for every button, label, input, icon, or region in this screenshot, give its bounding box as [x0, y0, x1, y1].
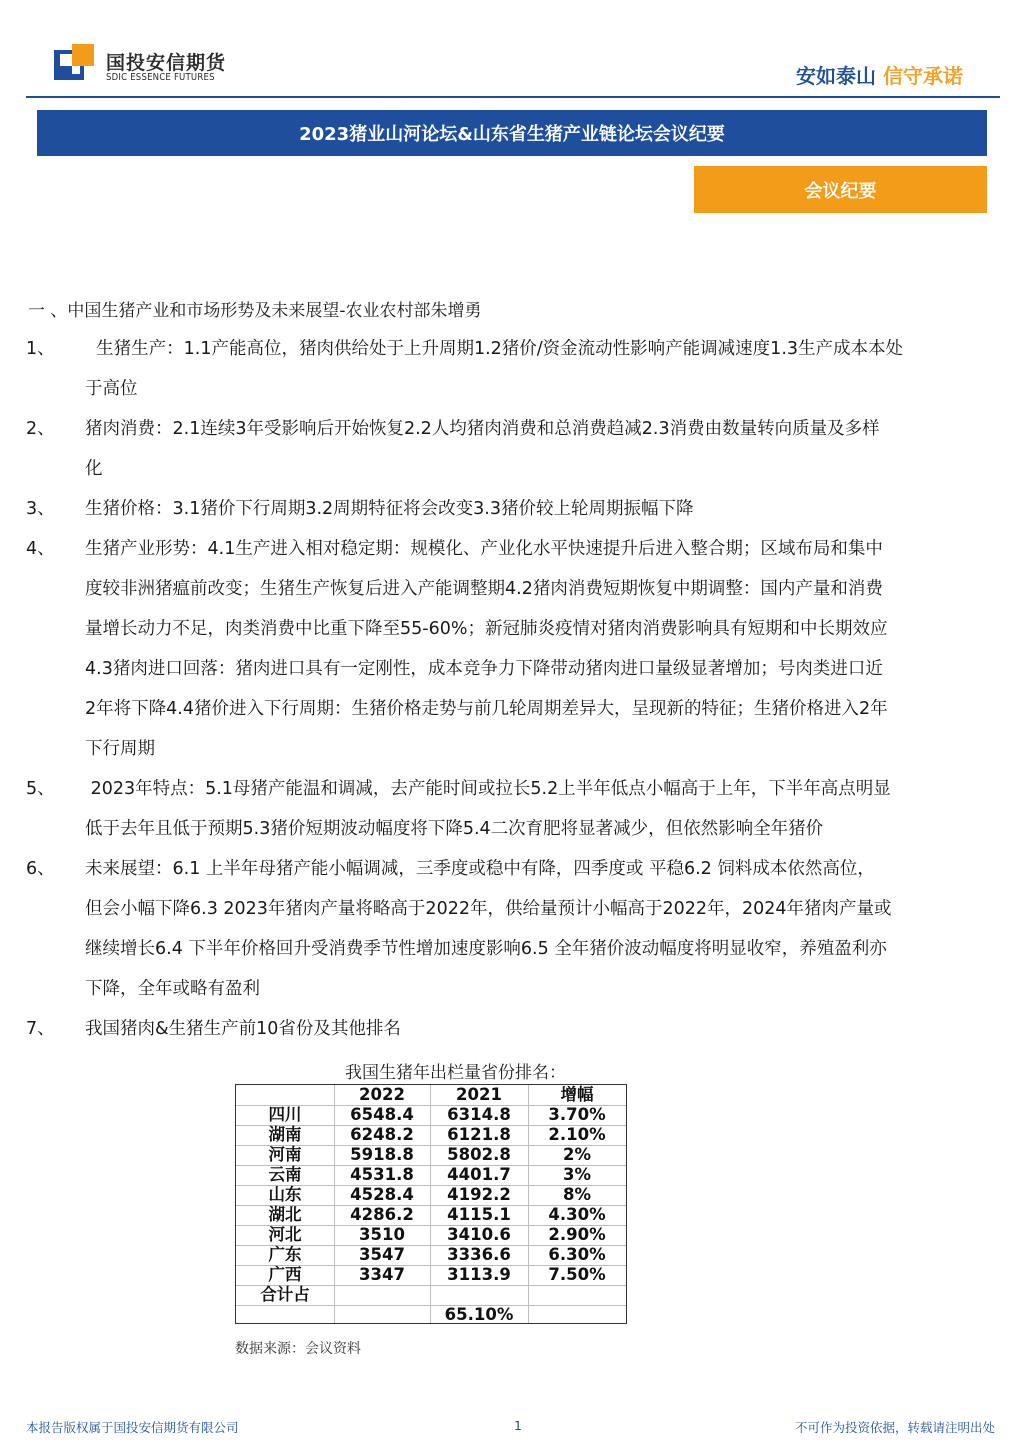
list-item-line: 2年将下降4.4猪价进入下行周期：生猪价格走势与前几轮周期差异大，呈现新的特征；生猪价格进入2年: [85, 699, 888, 719]
table-cell: 湖南: [268, 1125, 302, 1144]
list-item-line: 于高位: [85, 379, 138, 399]
list-item-line: 2023年特点：5.1母猪产能温和调减，去产能时间或拉长5.2上半年低点小幅高于上年，下半年高点明显: [85, 779, 891, 799]
table-cell: 广东: [268, 1245, 302, 1264]
table-header-cell: 2021: [456, 1085, 502, 1104]
company-logo-icon: [52, 42, 98, 82]
table-cell: 4401.7: [447, 1165, 511, 1184]
table-cell: 65.10%: [444, 1305, 514, 1324]
list-item-line: 未来展望：6.1 上半年母猪产能小幅调减，三季度或稳中有降，四季度或 平稳6.2 饲料成本依然高位，: [85, 859, 875, 879]
table-cell: 6.30%: [548, 1245, 606, 1264]
table-cell: 合计占: [260, 1285, 310, 1304]
list-item-number: 6、: [26, 859, 55, 879]
logo-chinese-name: 国投安信期货: [106, 52, 227, 74]
list-item-number: 5、: [26, 779, 55, 799]
list-item-line: 但会小幅下降6.3 2023年猪肉产量将略高于2022年，供给量预计小幅高于2022年，2024年猪肉产量或: [85, 899, 892, 919]
table-cell: [430, 1285, 528, 1305]
table-cell: 3336.6: [447, 1245, 511, 1264]
table-cell: [528, 1285, 626, 1305]
list-item-line: 生猪产业形势：4.1生产进入相对稳定期：规模化、产业化水平快速提升后进入整合期；区域布局和集中: [85, 539, 883, 559]
footer-disclaimer: 不可作为投资依据，转载请注明出处: [794, 1420, 995, 1435]
slogan-part2: 信守承诺: [883, 64, 963, 88]
table-cell: 4.30%: [548, 1205, 606, 1224]
list-item-line: 生猪生产：1.1产能高位，猪肉供给处于上升周期1.2猪价/资金流动性影响产能调减速度1.3生产成本本处: [85, 339, 904, 359]
logo-english-name: SDIC ESSENCE FUTURES: [106, 72, 215, 83]
table-cell: 河北: [268, 1225, 302, 1244]
slogan-part1: 安如泰山: [796, 64, 877, 88]
list-item-line: 猪肉消费：2.1连续3年受影响后开始恢复2.2人均猪肉消费和总消费趋减2.3消费由数量转向质量及多样: [85, 419, 880, 439]
table-cell: 山东: [268, 1185, 302, 1204]
table-cell: 湖北: [268, 1205, 302, 1224]
table-cell: 4528.4: [350, 1185, 414, 1204]
table-cell: [528, 1305, 626, 1325]
table-title: 我国生猪年出栏量省份排名：: [345, 1063, 566, 1083]
list-item-number: 2、: [26, 419, 55, 439]
table-cell: [334, 1305, 430, 1325]
list-item: [26, 849, 1004, 1009]
table-cell: 2%: [562, 1145, 591, 1164]
document-title: 2023猪业山河论坛&山东省生猪产业链论坛会议纪要: [37, 110, 987, 156]
list-item: [26, 409, 1004, 489]
table-cell: 5918.8: [350, 1145, 414, 1164]
list-item-number: 1、: [26, 339, 55, 359]
table-cell: 4192.2: [447, 1185, 511, 1204]
table-cell: 云南: [268, 1165, 302, 1184]
list-item: [26, 769, 1004, 849]
list-item-line: 下行周期: [85, 739, 155, 759]
list-item-line: 化: [85, 459, 103, 479]
table-cell: 7.50%: [548, 1265, 606, 1284]
table-cell: 5802.8: [447, 1145, 511, 1164]
list-item-line: 度较非洲猪瘟前改变；生猪生产恢复后进入产能调整期4.2猪肉消费短期恢复中期调整：国内产量和消费: [85, 579, 883, 599]
list-item-number: 4、: [26, 539, 55, 559]
table-cell: 四川: [268, 1105, 302, 1124]
list-item-number: 3、: [26, 499, 55, 519]
table-cell: 6121.8: [447, 1125, 511, 1144]
table-cell: 3347: [359, 1265, 405, 1284]
table-cell: 8%: [562, 1185, 591, 1204]
table-header-cell: 2022: [359, 1085, 405, 1104]
list-item-line: 生猪价格：3.1猪价下行周期3.2周期特征将会改变3.3猪价较上轮周期振幅下降: [85, 499, 694, 519]
table-cell: 2.90%: [548, 1225, 606, 1244]
section-heading: 一 、中国生猪产业和市场形势及未来展望-农业农村部朱增勇: [28, 301, 482, 321]
list-item-line: 量增长动力不足，肉类消费中比重下降至55-60%；新冠肺炎疫情对猪肉消费影响具有短期和中长期效应: [85, 619, 888, 639]
table-cell: 6248.2: [350, 1125, 414, 1144]
table-cell: [236, 1305, 334, 1325]
list-item-line: 继续增长6.4 下半年价格回升受消费季节性增加速度影响6.5 全年猪价波动幅度将明显收窄，养殖盈利亦: [85, 939, 887, 959]
table-cell: [334, 1285, 430, 1305]
list-item-line: 4.3猪肉进口回落：猪肉进口具有一定刚性，成本竞争力下降带动猪肉进口量级显著增加；号肉类进口近: [85, 659, 883, 679]
table-cell: 3547: [359, 1245, 405, 1264]
table-cell: 3%: [562, 1165, 591, 1184]
list-item-line: 低于去年且低于预期5.3猪价短期波动幅度将下降5.4二次育肥将显著减少，但依然影响全年猪价: [85, 819, 824, 839]
list-item: [26, 529, 1004, 769]
list-item: [26, 1009, 1004, 1049]
header-divider: [26, 96, 1000, 98]
table-cell: 6314.8: [447, 1105, 511, 1124]
data-source-note: 数据来源：会议资料: [235, 1341, 361, 1357]
category-tag: 会议纪要: [694, 166, 987, 213]
list-item: [26, 329, 1004, 409]
table-cell: 河南: [268, 1145, 302, 1164]
footer-copyright: 本报告版权属于国投安信期货有限公司: [26, 1420, 239, 1435]
table-header-cell: [236, 1085, 334, 1105]
list-item-line: 我国猪肉&生猪生产前10省份及其他排名: [85, 1019, 401, 1039]
table-cell: 4115.1: [447, 1205, 511, 1224]
slogan: [796, 60, 963, 89]
table-cell: 6548.4: [350, 1105, 414, 1124]
table-cell: 广西: [268, 1265, 302, 1284]
table-cell: 3113.9: [447, 1265, 511, 1284]
table-cell: 3.70%: [548, 1105, 606, 1124]
table-cell: 4531.8: [350, 1165, 414, 1184]
table-cell: 4286.2: [350, 1205, 414, 1224]
table-cell: 3410.6: [447, 1225, 511, 1244]
table-cell: 2.10%: [548, 1125, 606, 1144]
table-cell: 3510: [359, 1225, 405, 1244]
page-number: 1: [514, 1418, 522, 1433]
list-item-line: 下降，全年或略有盈利: [85, 979, 260, 999]
table-header-cell: 增幅: [560, 1085, 594, 1104]
list-item: [26, 489, 1004, 529]
list-item-number: 7、: [26, 1019, 55, 1039]
province-ranking-table: [235, 1084, 627, 1324]
